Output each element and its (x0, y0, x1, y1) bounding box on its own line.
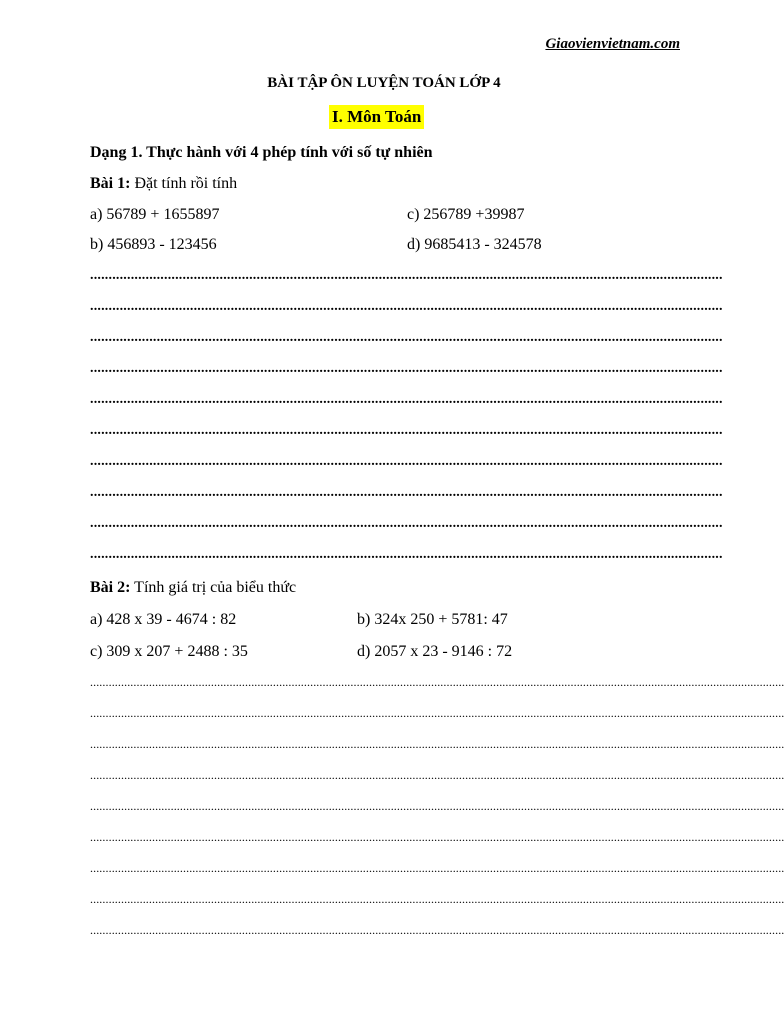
answer-line: ........................................................................................................................................................................... (90, 392, 723, 407)
answer-line: ........................................................................................................................................................................... (90, 485, 723, 500)
exercise-2-instruction: Tính giá trị của biểu thức (134, 579, 297, 596)
exercise-1-item-c: c) 256789 +39987 (407, 206, 525, 223)
site-name: Giaovienvietnam.com (545, 36, 680, 52)
worksheet-title: BÀI TẬP ÔN LUYỆN TOÁN LỚP 4 (267, 75, 501, 91)
exercise-1-instruction: Đặt tính rồi tính (134, 175, 238, 192)
answer-line: ................................................................................................................................................................................................................................ (90, 706, 784, 720)
answer-line: ................................................................................................................................................................................................................................ (90, 737, 784, 751)
answer-line: ................................................................................................................................................................................................................................ (90, 675, 784, 689)
answer-line: ................................................................................................................................................................................................................................ (90, 830, 784, 844)
answer-line: ........................................................................................................................................................................... (90, 361, 723, 376)
exercise-1-item-a: a) 56789 + 1655897 (90, 206, 220, 223)
subject-heading: I. Môn Toán (329, 105, 424, 129)
answer-line: ........................................................................................................................................................................... (90, 454, 723, 469)
answer-line: ........................................................................................................................................................................... (90, 299, 723, 314)
exercise-2-prompt (90, 578, 296, 598)
answer-line: ................................................................................................................................................................................................................................ (90, 892, 784, 906)
answer-line: ................................................................................................................................................................................................................................ (90, 768, 784, 782)
exercise-2-item-b: b) 324x 250 + 5781: 47 (357, 611, 508, 628)
answer-line: ........................................................................................................................................................................... (90, 330, 723, 345)
exercise-2-item-c: c) 309 x 207 + 2488 : 35 (90, 643, 248, 660)
exercise-1-item-b: b) 456893 - 123456 (90, 236, 217, 253)
answer-line: ........................................................................................................................................................................... (90, 547, 723, 562)
exercise-1-prompt (90, 174, 237, 194)
answer-line: ........................................................................................................................................................................... (90, 268, 723, 283)
exercise-1-label: Bài 1: (90, 175, 131, 192)
answer-line: ................................................................................................................................................................................................................................ (90, 799, 784, 813)
exercise-2-label: Bài 2: (90, 579, 131, 596)
exercise-2-item-a: a) 428 x 39 - 4674 : 82 (90, 611, 237, 628)
answer-line: ........................................................................................................................................................................... (90, 423, 723, 438)
answer-line: ................................................................................................................................................................................................................................ (90, 923, 784, 937)
answer-line: ................................................................................................................................................................................................................................ (90, 861, 784, 875)
exercise-2-item-d: d) 2057 x 23 - 9146 : 72 (357, 643, 513, 660)
answer-line: ........................................................................................................................................................................... (90, 516, 723, 531)
section-heading: Dạng 1. Thực hành với 4 phép tính với số tự nhiên (90, 144, 433, 161)
exercise-1-item-d: d) 9685413 - 324578 (407, 236, 542, 253)
